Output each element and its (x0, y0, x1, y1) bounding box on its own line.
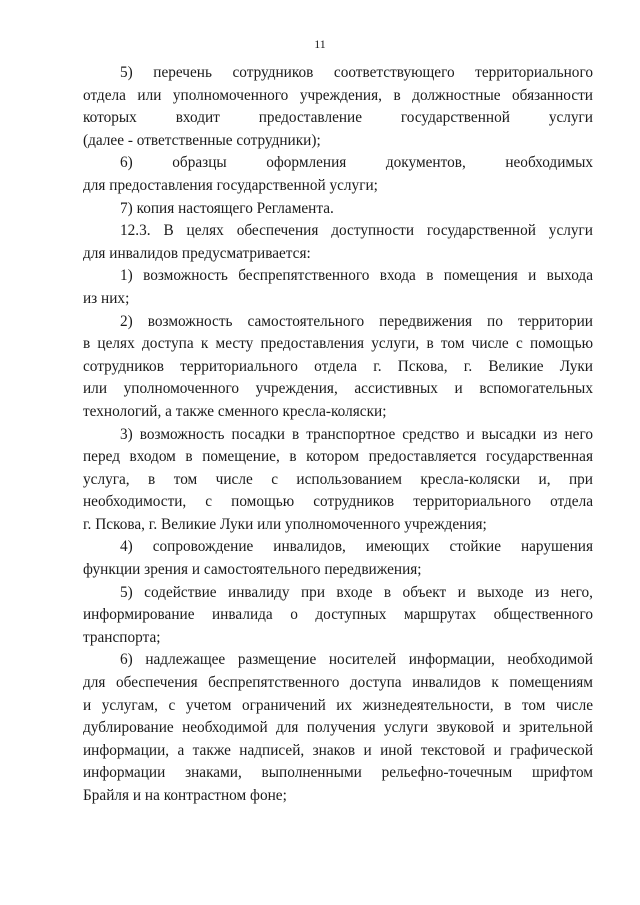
paragraph-line: услуга, в том числе с использованием кресла-коляски и, при (83, 470, 593, 488)
paragraph-line: г. Пскова, г. Великие Луки или уполномоченного учреждения; (83, 515, 487, 533)
paragraph (83, 649, 593, 807)
paragraph-line: сотрудников территориального отдела г. Пскова, г. Великие Луки (83, 357, 593, 375)
paragraph-line: перед входом в помещение, в котором предоставляется государственная (83, 448, 593, 466)
paragraph-line: или уполномоченного учреждения, ассистивных и вспомогательных (83, 380, 593, 398)
paragraph-line: информации знаками, выполненными рельефно-точечным шрифтом (83, 764, 593, 782)
paragraph-line: информации, а также надписей, знаков и иной текстовой и графической (83, 741, 593, 759)
paragraph-line: информирование инвалида о доступных маршрутах общественного (83, 606, 593, 624)
paragraph-line: 12.3. В целях обеспечения доступности государственной услуги (120, 222, 593, 240)
paragraph-line: и услугам, с учетом ограничений их жизнедеятельности, в том числе (83, 696, 593, 714)
paragraph-line: для обеспечения беспрепятственного доступа инвалидов к помещениям (83, 674, 593, 692)
paragraph-line: 3) возможность посадки в транспортное средство и высадки из него (120, 425, 593, 443)
paragraph-line: (далее - ответственные сотрудники); (83, 131, 321, 149)
paragraph (83, 62, 593, 152)
paragraph (83, 220, 593, 265)
paragraph (83, 582, 593, 650)
paragraph-line: 6) образцы оформления документов, необходимых (120, 154, 593, 172)
paragraph (83, 265, 593, 310)
paragraph-line: для инвалидов предусматривается: (83, 244, 311, 262)
paragraph (83, 424, 593, 537)
paragraph-line: отдела или уполномоченного учреждения, в должностные обязанности (83, 86, 593, 104)
paragraph (83, 311, 593, 424)
paragraph-line: 4) сопровождение инвалидов, имеющих стойкие нарушения (120, 538, 593, 556)
document-body (83, 62, 593, 808)
paragraph-line: функции зрения и самостоятельного передвижения; (83, 561, 422, 579)
paragraph (83, 536, 593, 581)
paragraph-line: Брайля и на контрастном фоне; (83, 787, 287, 804)
paragraph-line: 1) возможность беспрепятственного входа в помещения и выхода (120, 267, 593, 285)
paragraph-line: 7) копия настоящего Регламента. (120, 199, 334, 217)
paragraph-line: 6) надлежащее размещение носителей информации, необходимой (120, 651, 593, 669)
paragraph-line: дублирование необходимой для получения услуги звуковой и зрительной (83, 719, 593, 737)
paragraph-line: 5) содействие инвалиду при входе в объект и выходе из него, (120, 583, 593, 601)
paragraph-line: для предоставления государственной услуги; (83, 176, 378, 194)
paragraph-line: необходимости, с помощью сотрудников территориального отдела (83, 493, 593, 511)
paragraph (83, 198, 593, 221)
paragraph-line: которых входит предоставление государственной услуги (83, 109, 593, 127)
page-number: 11 (314, 37, 326, 51)
paragraph-line: из них; (83, 289, 130, 307)
paragraph-line: 2) возможность самостоятельного передвижения по территории (120, 312, 593, 330)
paragraph-line: в целях доступа к месту предоставления услуги, в том числе с помощью (83, 335, 593, 353)
paragraph-line: технологий, а также сменного кресла-коляски; (83, 402, 387, 420)
paragraph-line: 5) перечень сотрудников соответствующего территориального (120, 64, 593, 81)
paragraph (83, 152, 593, 197)
paragraph-line: транспорта; (83, 628, 161, 646)
